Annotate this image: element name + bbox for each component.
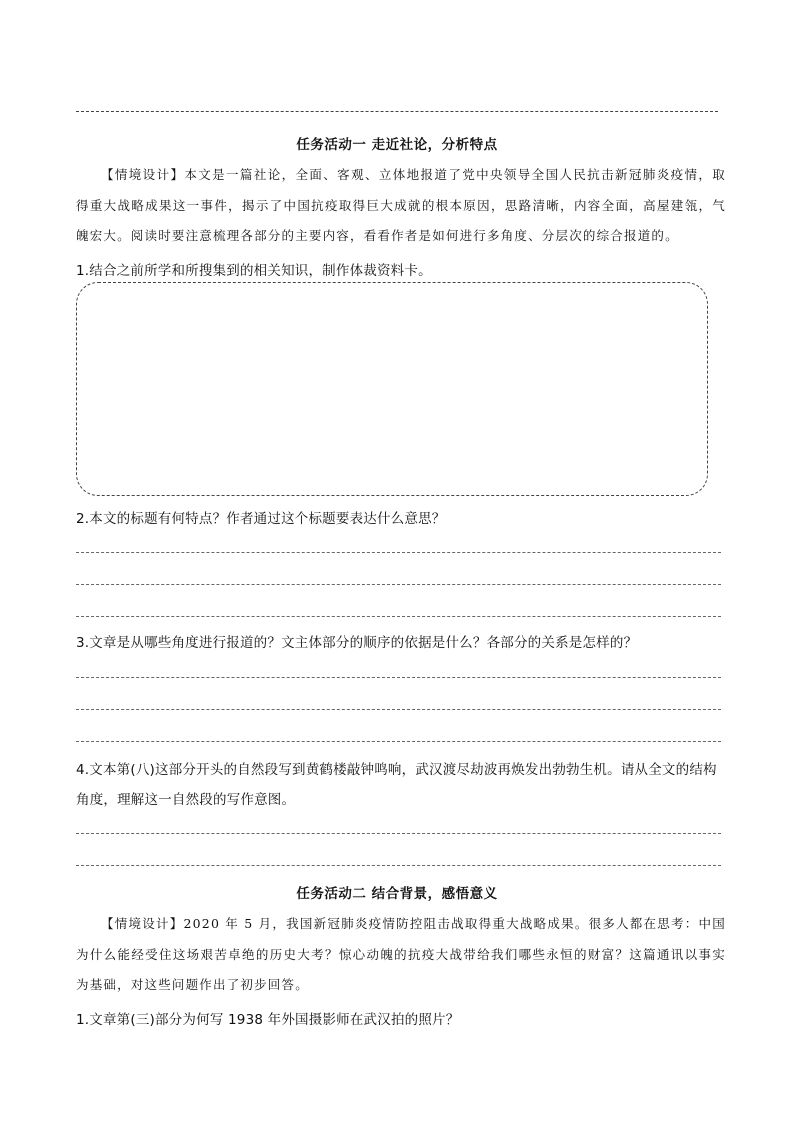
- genre-info-card-box[interactable]: [76, 282, 708, 496]
- answer-line[interactable]: [76, 616, 721, 617]
- answer-line[interactable]: [76, 833, 721, 834]
- section2-intro: 【情境设计】2020 年 5 月，我国新冠肺炎疫情防控阻击战取得重大战略成果。很多人都在思考：中国为什么能经受住这场艰苦卓绝的历史大考？惊心动魄的抗疫大战带给我们哪些永恒的财富？这篇通讯以事实为基础，对这些问题作出了初步回答。: [76, 916, 726, 992]
- section1-question-4: 4.文本第(八)这部分开头的自然段写到黄鹤楼敲钟鸣响，武汉渡尽劫波再焕发出勃勃生机。请从全文的结构角度，理解这一自然段的写作意图。: [76, 762, 717, 808]
- section1-intro: 【情境设计】本文是一篇社论，全面、客观、立体地报道了党中央领导全国人民抗击新冠肺炎疫情，取得重大战略成果这一事件，揭示了中国抗疫取得巨大成就的根本原因，思路清晰，内容全面，高屋建瓴，气魄宏大。阅读时要注意梳理各部分的主要内容，看看作者是如何进行多角度、分层次的综合报道的。: [76, 167, 726, 243]
- answer-line[interactable]: [76, 552, 721, 553]
- header-divider: [76, 111, 718, 112]
- answer-line[interactable]: [76, 584, 721, 585]
- section1-question-2: 2.本文的标题有何特点？作者通过这个标题要表达什么意思？: [76, 511, 446, 527]
- answer-line[interactable]: [76, 741, 721, 742]
- section1-question-1: 1.结合之前所学和所搜集到的相关知识，制作体裁资料卡。: [76, 263, 432, 279]
- section2-heading: 任务活动二 结合背景，感悟意义: [296, 886, 498, 902]
- answer-line[interactable]: [76, 677, 721, 678]
- section1-question-3: 3.文章是从哪些角度进行报道的？文主体部分的顺序的依据是什么？各部分的关系是怎样的？: [76, 635, 638, 651]
- section2-question-1: 1.文章第(三)部分为何写 1938 年外国摄影师在武汉拍的照片？: [76, 1012, 460, 1028]
- section1-heading: 任务活动一 走近社论，分析特点: [296, 137, 498, 153]
- answer-line[interactable]: [76, 709, 721, 710]
- answer-line[interactable]: [76, 865, 721, 866]
